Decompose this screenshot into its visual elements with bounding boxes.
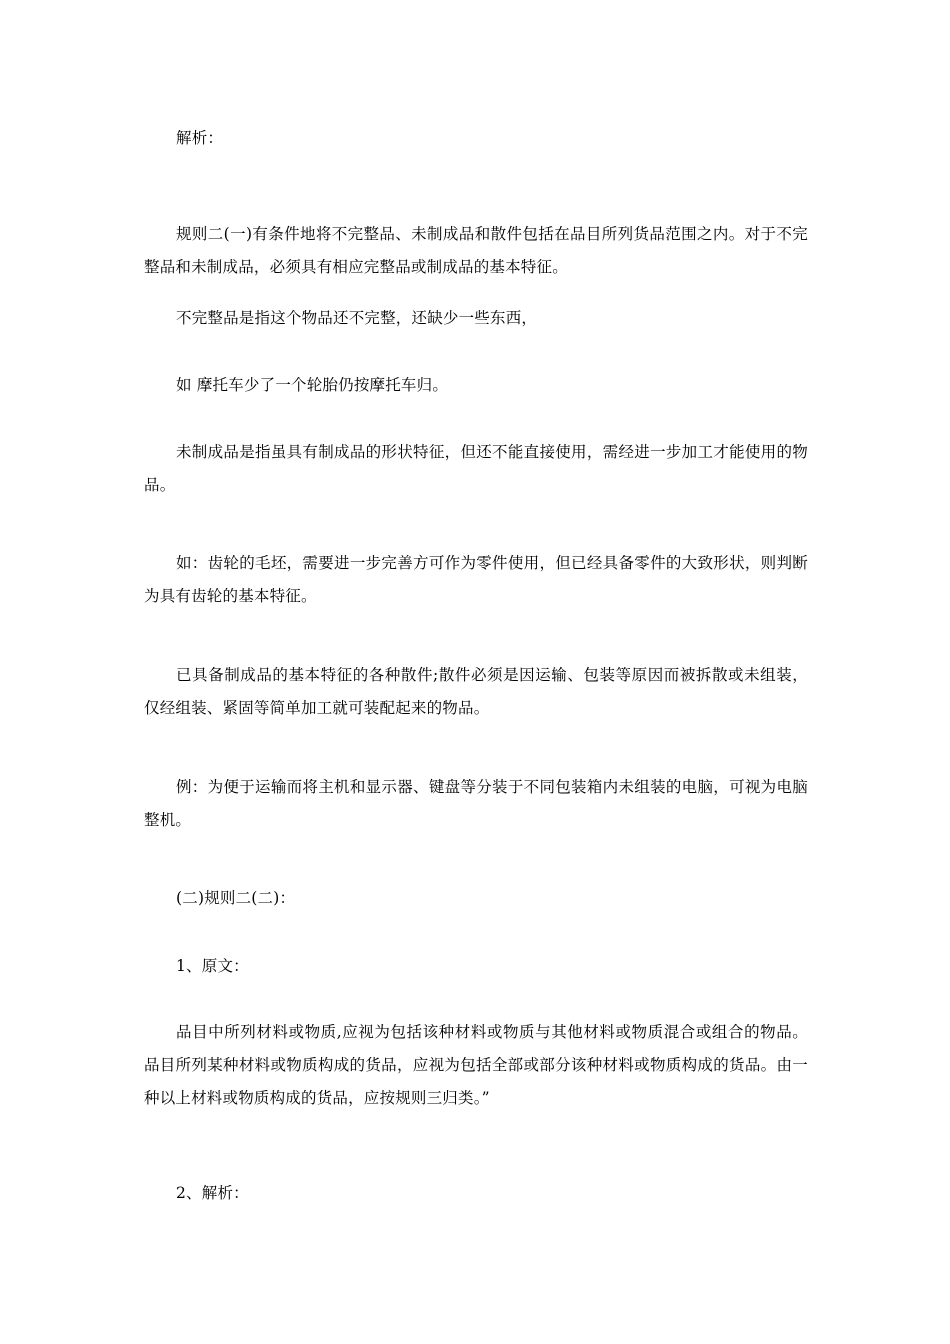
paragraph-computer-example: 例：为便于运输而将主机和显示器、键盘等分装于不同包装箱内未组装的电脑，可视为电脑整机。 (144, 778, 808, 829)
heading-original-text: 1、原文： (176, 957, 249, 975)
paragraph-unassembled-parts: 已具备制成品的基本特征的各种散件;散件必须是因运输、包装等原因而被拆散或未组装，仅经组装、紧固等简单加工就可装配起来的物品。 (144, 666, 808, 717)
paragraph-gear-example: 如：齿轮的毛坯，需要进一步完善方可作为零件使用，但已经具备零件的大致形状，则判断为具有齿轮的基本特征。 (144, 554, 808, 605)
paragraph-incomplete-goods: 不完整品是指这个物品还不完整，还缺少一些东西， (176, 309, 538, 327)
heading-rule-2b: (二)规则二(二)： (176, 889, 296, 907)
paragraph-rule-2a: 规则二(一)有条件地将不完整品、未制成品和散件包括在品目所列货品范围之内。对于不完整品和未制成品，必须具有相应完整品或制成品的基本特征。 (144, 225, 808, 276)
heading-analysis-2: 2、解析： (176, 1184, 249, 1202)
heading-analysis: 解析： (176, 129, 224, 147)
paragraph-unfinished-goods: 未制成品是指虽具有制成品的形状特征，但还不能直接使用，需经进一步加工才能使用的物品。 (144, 443, 808, 494)
paragraph-motorcycle-example: 如 摩托车少了一个轮胎仍按摩托车归。 (176, 376, 449, 394)
paragraph-original-text: 品目中所列材料或物质,应视为包括该种材料或物质与其他材料或物质混合或组合的物品。品目所列某种材料或物质构成的货品，应视为包括全部或部分该种材料或物质构成的货品。由一种以上材料或物质构成的货品，应按规则三归类。” (144, 1023, 808, 1107)
